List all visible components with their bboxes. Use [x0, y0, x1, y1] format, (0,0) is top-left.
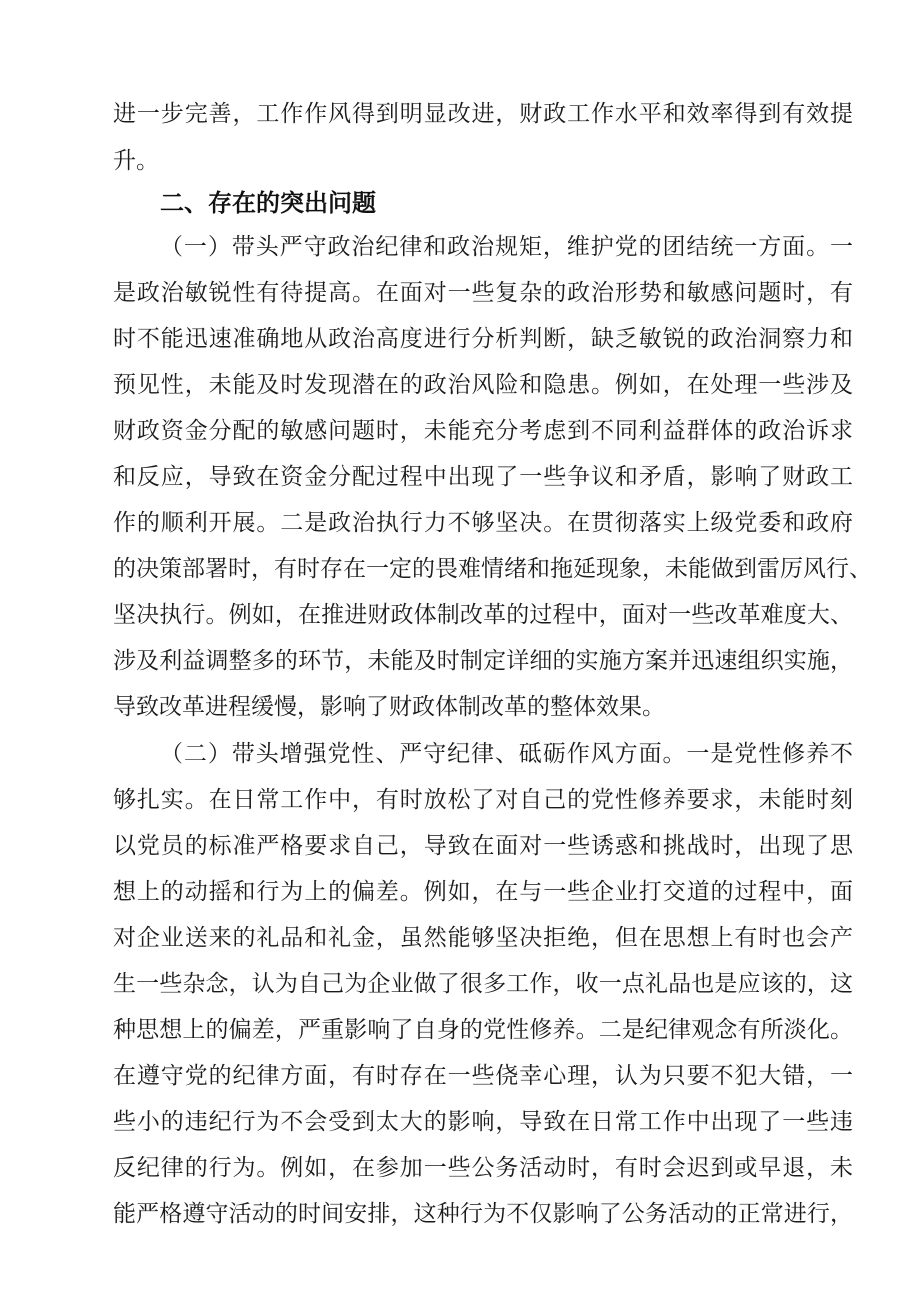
paragraph2-line-2: 够扎实。在日常工作中，有时放松了对自己的党性修养要求，未能时刻	[113, 787, 853, 813]
paragraph1-line-11: 导致改革进程缓慢，影响了财政体制改革的整体效果。	[113, 694, 665, 720]
section-heading: 二、存在的突出问题	[160, 189, 376, 217]
paragraph2-line-6: 生一些杂念，认为自己为企业做了很多工作，收一点礼品也是应该的，这	[113, 971, 853, 997]
paragraph2-line-4: 想上的动摇和行为上的偏差。例如，在与一些企业打交道的过程中，面	[113, 879, 853, 905]
intro-line-2: 升。	[113, 148, 159, 174]
paragraph1-line-7: 作的顺利开展。二是政治执行力不够坚决。在贯彻落实上级党委和政府	[113, 510, 853, 536]
paragraph1-line-5: 财政资金分配的敏感问题时，未能充分考虑到不同利益群体的政治诉求	[113, 418, 853, 444]
paragraph2-line-10: 反纪律的行为。例如，在参加一些公务活动时，有时会迟到或早退，未	[113, 1155, 853, 1181]
paragraph2-line-9: 些小的违纪行为不会受到太大的影响，导致在日常工作中出现了一些违	[113, 1109, 853, 1135]
paragraph2-line-5: 对企业送来的礼品和礼金，虽然能够坚决拒绝，但在思想上有时也会产	[113, 925, 853, 951]
paragraph1-line-3: 时不能迅速准确地从政治高度进行分析判断，缺乏敏锐的政治洞察力和	[113, 326, 853, 352]
paragraph2-line-8: 在遵守党的纪律方面，有时存在一些侥幸心理，认为只要不犯大错，一	[113, 1063, 853, 1089]
paragraph1-line-1: （一）带头严守政治纪律和政治规矩，维护党的团结统一方面。一	[160, 234, 853, 260]
paragraph1-line-8: 的决策部署时，有时存在一定的畏难情绪和拖延现象，未能做到雷厉风行、	[113, 556, 872, 582]
paragraph1-line-2: 是政治敏锐性有待提高。在面对一些复杂的政治形势和敏感问题时，有	[113, 280, 853, 306]
paragraph1-line-6: 和反应，导致在资金分配过程中出现了一些争议和矛盾，影响了财政工	[113, 464, 853, 490]
paragraph1-line-10: 涉及利益调整多的环节，未能及时制定详细的实施方案并迅速组织实施，	[113, 648, 853, 674]
intro-line-1: 进一步完善，工作作风得到明显改进，财政工作水平和效率得到有效提	[113, 101, 853, 127]
paragraph1-line-9: 坚决执行。例如，在推进财政体制改革的过程中，面对一些改革难度大、	[113, 602, 853, 628]
paragraph2-line-3: 以党员的标准严格要求自己，导致在面对一些诱惑和挑战时，出现了思	[113, 833, 853, 859]
paragraph2-line-7: 种思想上的偏差，严重影响了自身的党性修养。二是纪律观念有所淡化。	[113, 1017, 853, 1043]
paragraph1-line-4: 预见性，未能及时发现潜在的政治风险和隐患。例如，在处理一些涉及	[113, 372, 853, 398]
paragraph2-line-1: （二）带头增强党性、严守纪律、砥砺作风方面。一是党性修养不	[160, 741, 853, 767]
paragraph2-line-11: 能严格遵守活动的时间安排，这种行为不仅影响了公务活动的正常进行，	[113, 1201, 853, 1227]
